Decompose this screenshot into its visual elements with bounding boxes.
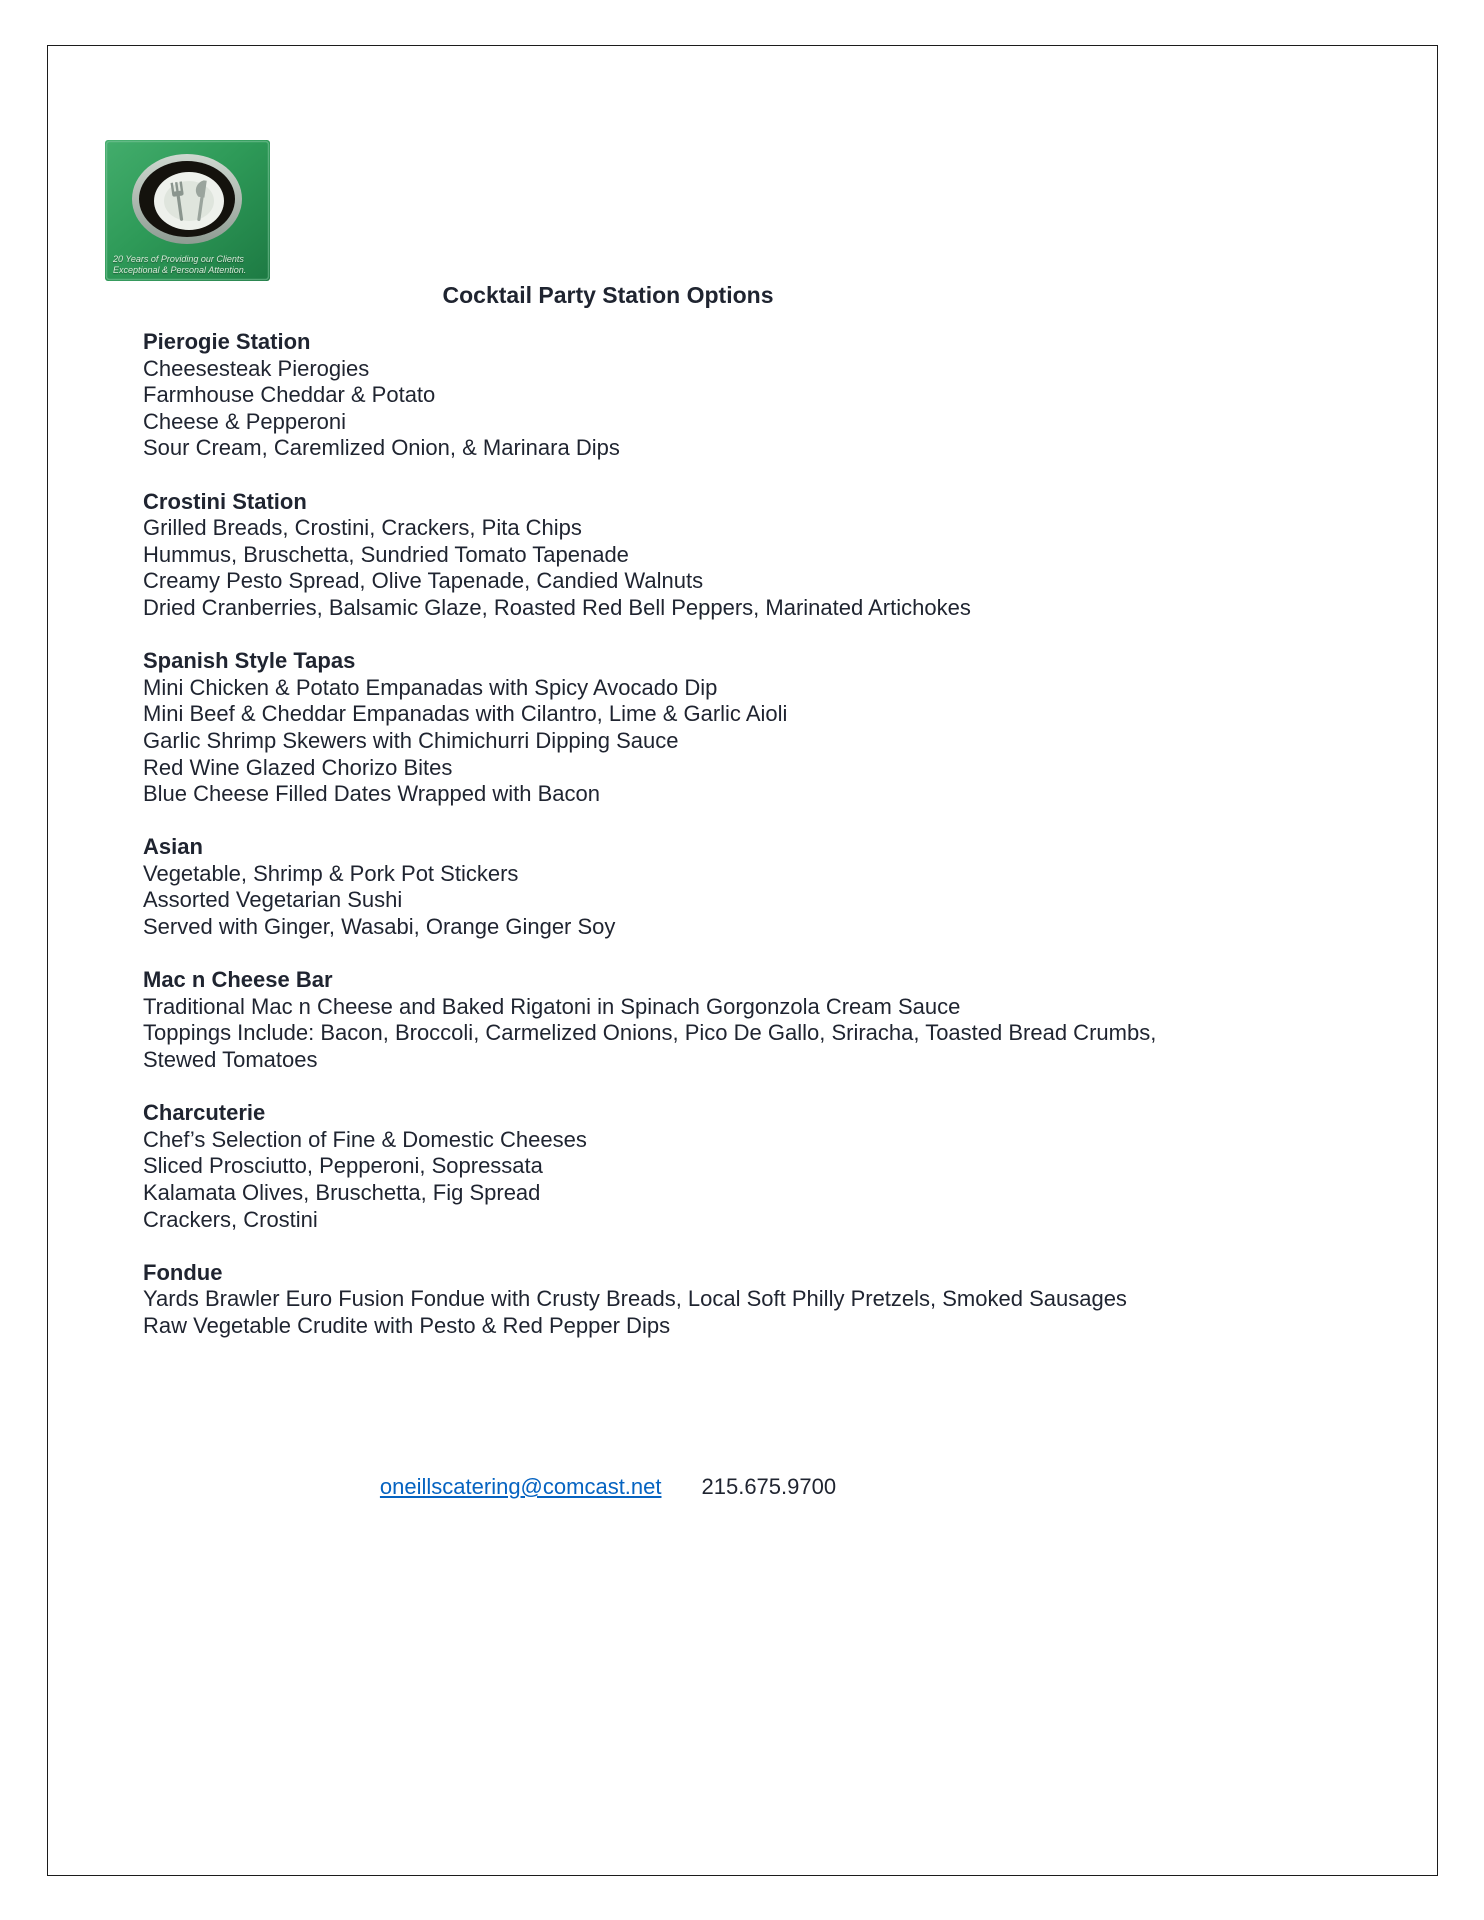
menu-item: Sour Cream, Caremlized Onion, & Marinara Dips [143,435,620,461]
menu-section [143,967,1405,1073]
menu-item: Sliced Prosciutto, Pepperoni, Sopressata [143,1153,543,1179]
menu-item: Red Wine Glazed Chorizo Bites [143,754,453,780]
menu-section [143,1260,1405,1340]
logo-caption-line2: Exceptional & Personal Attention. [113,265,247,275]
menu-item: Served with Ginger, Wasabi, Orange Ginger Soy [143,914,616,940]
phone-number: 215.675.9700 [701,1474,837,1499]
menu-item: Hummus, Bruschetta, Sundried Tomato Tapenade [143,541,629,567]
menu-item: Mini Beef & Cheddar Empanadas with Cilantro, Lime & Garlic Aioli [143,701,788,727]
menu-item: Garlic Shrimp Skewers with Chimichurri Dipping Sauce [143,727,679,753]
logo-caption-line1: 20 Years of Providing our Clients [113,254,244,264]
menu-item: Mini Chicken & Potato Empanadas with Spicy Avocado Dip [143,674,718,700]
section-heading: Fondue [143,1259,223,1285]
menu-item: Kalamata Olives, Bruschetta, Fig Spread [143,1180,541,1205]
menu-item: Farmhouse Cheddar & Potato [143,382,436,408]
menu-item: Chef’s Selection of Fine & Domestic Cheeses [143,1126,587,1152]
menu-item: Stewed Tomatoes [143,1047,318,1073]
menu-item: Crackers, Crostini [143,1206,318,1232]
menu-section [143,648,1405,808]
menu-item: Creamy Pesto Spread, Olive Tapenade, Candied Walnuts [143,568,704,594]
menu-item: Vegetable, Shrimp & Pork Pot Stickers [143,860,519,886]
menu-item: Toppings Include: Bacon, Broccoli, Carmelized Onions, Pico De Gallo, Sriracha, Toasted Bread Crumbs, [143,1020,1157,1046]
menu-item: Raw Vegetable Crudite with Pesto & Red Pepper Dips [143,1312,671,1338]
section-heading: Pierogie Station [143,329,311,354]
footer [143,1473,1073,1500]
menu-sections [143,329,1405,1366]
menu-section [143,1100,1405,1233]
menu-item: Cheese & Pepperoni [143,408,347,434]
menu-item: Blue Cheese Filled Dates Wrapped with Bacon [143,781,600,807]
menu-item: Cheesesteak Pierogies [143,355,370,381]
menu-item: Assorted Vegetarian Sushi [143,887,403,913]
menu-section [143,329,1405,462]
menu-item: Traditional Mac n Cheese and Baked Rigatoni in Spinach Gorgonzola Cream Sauce [143,993,961,1019]
menu-section [143,489,1405,622]
menu-item: Grilled Breads, Crostini, Crackers, Pita Chips [143,515,582,541]
section-heading: Crostini Station [143,488,307,514]
catering-logo [105,140,270,281]
logo-caption [113,254,266,276]
section-heading: Spanish Style Tapas [143,648,356,674]
section-heading: Mac n Cheese Bar [143,967,333,993]
menu-item: Yards Brawler Euro Fusion Fondue with Crusty Breads, Local Soft Philly Pretzels, Smoked Sausages [143,1286,1127,1312]
menu-item: Dried Cranberries, Balsamic Glaze, Roasted Red Bell Peppers, Marinated Artichokes [143,594,971,620]
section-heading: Asian [143,834,203,860]
section-heading: Charcuterie [143,1100,266,1126]
menu-section [143,834,1405,940]
email-link[interactable]: oneillscatering@comcast.net [379,1474,662,1499]
page-title: Cocktail Party Station Options [442,282,774,308]
